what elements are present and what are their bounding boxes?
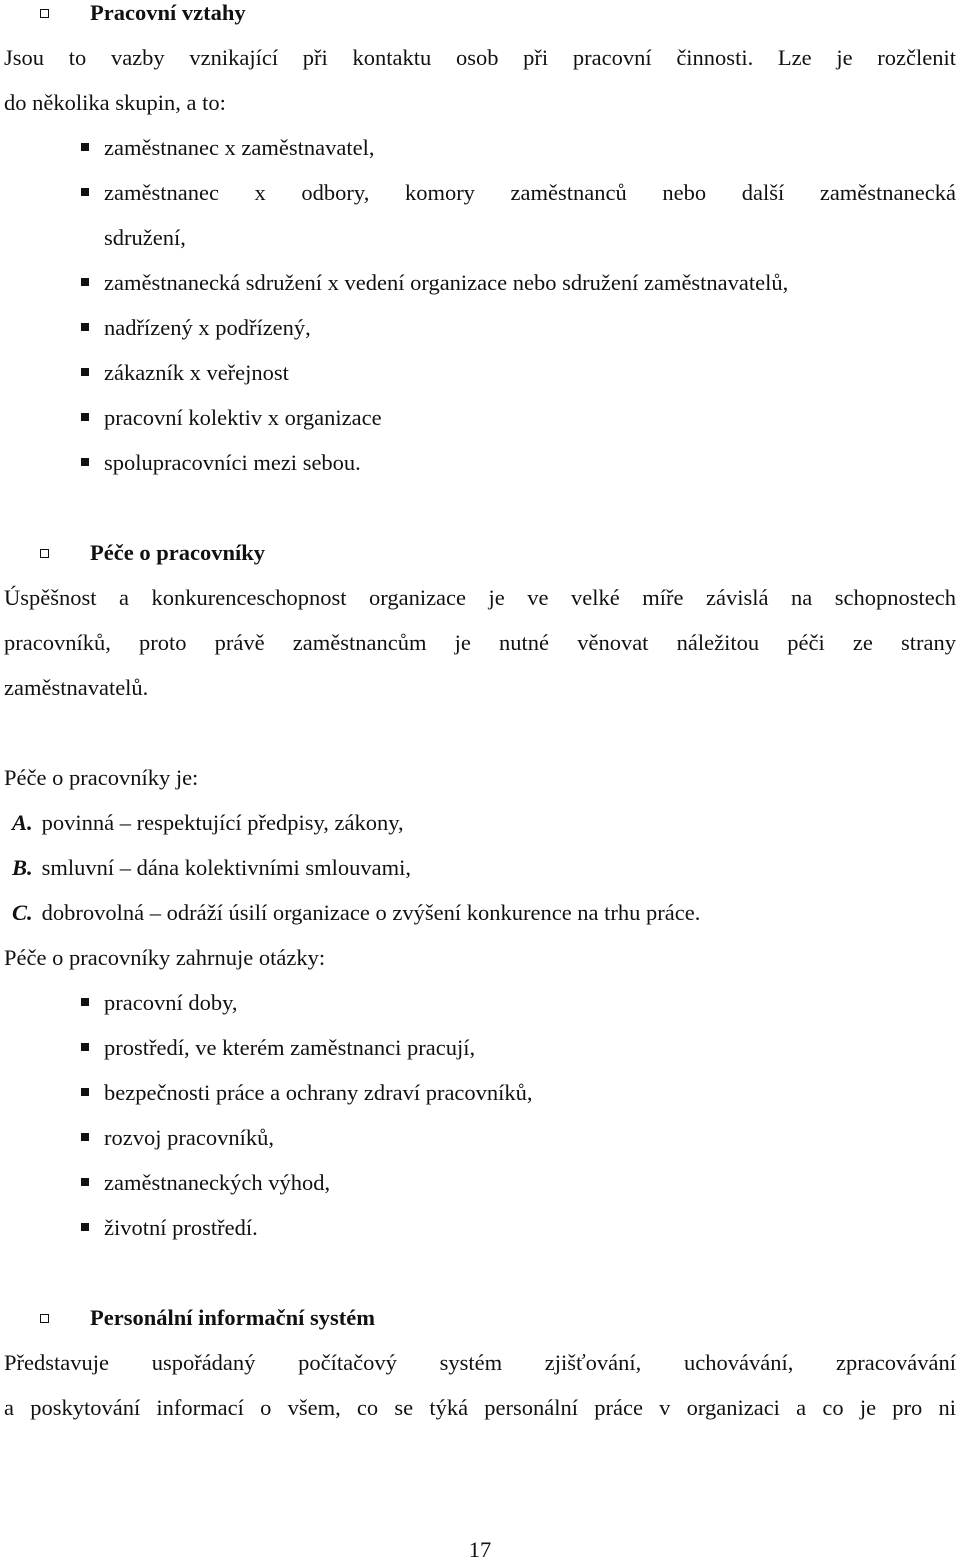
paragraph-line: do několika skupin, a to: — [4, 90, 226, 115]
square-bullet-icon — [81, 1223, 89, 1231]
item-letter: C. — [12, 900, 33, 925]
square-bullet-icon — [81, 278, 89, 286]
paragraph-line: pracovníků, proto právě zaměstnancům je nutné věnovat náležitou péči ze strany — [4, 630, 956, 655]
paragraph-line: Péče o pracovníky je: — [4, 765, 199, 790]
list-item: rozvoj pracovníků, — [104, 1125, 274, 1150]
list-item: prostředí, ve kterém zaměstnanci pracují, — [104, 1035, 476, 1060]
checkbox-bullet-icon — [40, 9, 49, 18]
square-bullet-icon — [81, 1043, 89, 1051]
square-bullet-icon — [81, 188, 89, 196]
lettered-item — [12, 855, 956, 881]
list-item: zaměstnaneckých výhod, — [104, 1170, 331, 1195]
item-letter: B. — [12, 855, 33, 880]
list-item: pracovní doby, — [104, 990, 238, 1015]
list-item: nadřízený x podřízený, — [104, 315, 311, 340]
paragraph-line: Péče o pracovníky zahrnuje otázky: — [4, 945, 326, 970]
square-bullet-icon — [81, 1178, 89, 1186]
item-text: smluvní – dána kolektivními smlouvami, — [41, 855, 411, 880]
square-bullet-icon — [81, 1088, 89, 1096]
checkbox-bullet-icon — [40, 549, 49, 558]
section-heading: Péče o pracovníky — [90, 540, 265, 565]
list-item: zaměstnanec x odbory, komory zaměstnanců nebo další zaměstnanecká — [104, 180, 956, 205]
square-bullet-icon — [81, 998, 89, 1006]
square-bullet-icon — [81, 458, 89, 466]
section-heading: Personální informační systém — [90, 1305, 375, 1330]
item-letter: A. — [12, 810, 33, 835]
list-item: zaměstnanec x zaměstnavatel, — [104, 135, 375, 160]
square-bullet-icon — [81, 323, 89, 331]
list-item: životní prostředí. — [104, 1215, 258, 1240]
square-bullet-icon — [81, 1133, 89, 1141]
paragraph-line: Úspěšnost a konkurenceschopnost organizace je ve velké míře závislá na schopnostech — [4, 585, 956, 610]
square-bullet-icon — [81, 368, 89, 376]
list-item: sdružení, — [104, 225, 186, 250]
list-item: zákazník x veřejnost — [104, 360, 289, 385]
paragraph-line: zaměstnavatelů. — [4, 675, 149, 700]
paragraph-line: a poskytování informací o všem, co se týká personální práce v organizaci a co je pro ni — [4, 1395, 956, 1420]
list-item: spolupracovníci mezi sebou. — [104, 450, 361, 475]
checkbox-bullet-icon — [40, 1314, 49, 1323]
item-text: dobrovolná – odráží úsilí organizace o zvýšení konkurence na trhu práce. — [41, 900, 701, 925]
list-item: zaměstnanecká sdružení x vedení organizace nebo sdružení zaměstnavatelů, — [104, 270, 789, 295]
paragraph-line: Představuje uspořádaný počítačový systém zjišťování, uchovávání, zpracovávání — [4, 1350, 956, 1375]
square-bullet-icon — [81, 413, 89, 421]
item-text: povinná – respektující předpisy, zákony, — [41, 810, 404, 835]
square-bullet-icon — [81, 143, 89, 151]
lettered-item — [12, 900, 956, 926]
lettered-item — [12, 810, 956, 836]
list-item: pracovní kolektiv x organizace — [104, 405, 382, 430]
page-number: 17 — [468, 1537, 492, 1562]
paragraph-line: Jsou to vazby vznikající při kontaktu osob při pracovní činnosti. Lze je rozčlenit — [4, 45, 956, 70]
list-item: bezpečnosti práce a ochrany zdraví pracovníků, — [104, 1080, 533, 1105]
section-heading: Pracovní vztahy — [90, 0, 246, 25]
